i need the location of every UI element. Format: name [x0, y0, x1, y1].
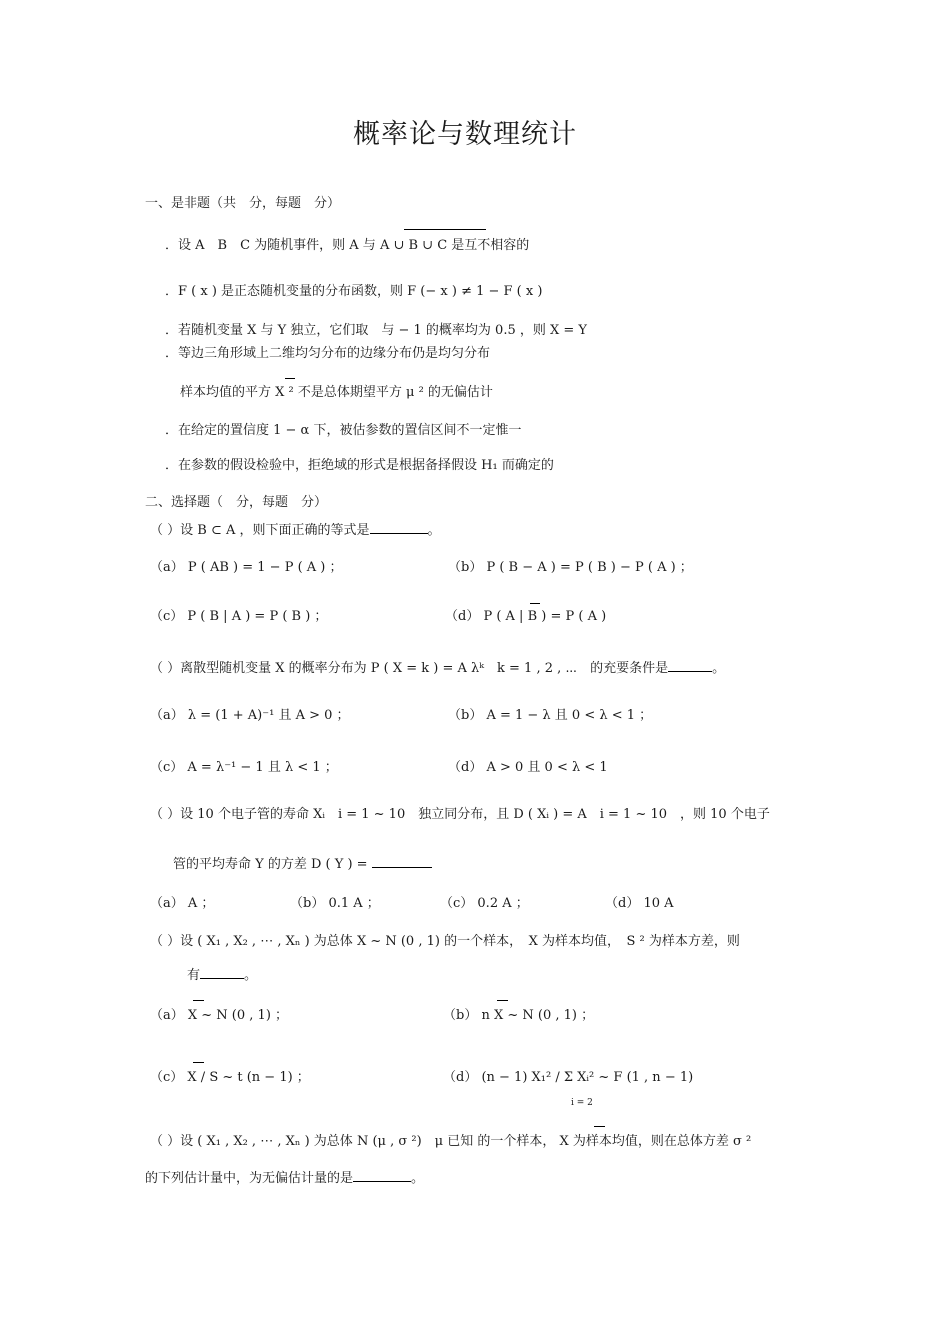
q2-option-c: （c） A = λ⁻¹ − 1 且 λ < 1 ；: [150, 760, 338, 775]
q3-option-d: （d） 10 A: [605, 896, 674, 911]
q5-stem-2: [145, 1169, 424, 1188]
q4-option-c: （c） X / S ~ t (n − 1) ；: [150, 1070, 310, 1085]
q4-stem-2-text: 有: [187, 968, 201, 983]
section-1-header: 一、是非题（共 分，每题 分）: [145, 196, 341, 211]
q4-stem: （ ）设 ( X₁ , X₂ , ⋯ , Xₙ ) 为总体 X ~ N (0 , 1) 的一个样本， X 为样本均值， S ² 为样本方差，则: [150, 934, 740, 949]
tf-item-7: ．在参数的假设检验中，拒绝域的形式是根据备择假设 H₁ 而确定的: [165, 458, 554, 473]
mean-overbar: [193, 1062, 204, 1063]
q1-option-b: （b） P ( B − A ) = P ( B ) − P ( A ) ；: [448, 560, 693, 575]
q2-option-b: （b） A = 1 − λ 且 0 < λ < 1 ；: [448, 708, 653, 723]
tf-item-5: 样本均值的平方 X ² 不是总体期望平方 μ ² 的无偏估计: [180, 385, 493, 400]
tf-item-2: ．F ( x ) 是正态随机变量的分布函数，则 F (− x ) ≠ 1 − F ( x ): [165, 284, 543, 299]
q1-end: 。: [427, 523, 441, 538]
sum-lower-limit: i = 2: [571, 1098, 593, 1108]
mean-overbar: [193, 1000, 204, 1001]
q1-option-c: （c） P ( B | A ) = P ( B ) ；: [150, 609, 328, 624]
tf-item-3: ．若随机变量 X 与 Y 独立，它们取 与 − 1 的概率均为 0.5 ，则 X = Y: [165, 323, 587, 338]
q2-stem-text: （ ）离散型随机变量 X 的概率分布为 P ( X = k ) = A λᵏ k = 1 , 2 , ⋯ 的充要条件是: [150, 661, 669, 676]
answer-blank: [668, 659, 712, 672]
q1-option-d: （d） P ( A | B ) = P ( A ): [445, 609, 607, 624]
q4-stem-2: [187, 966, 257, 985]
q3-stem-2: [173, 855, 432, 874]
q4-option-d: （d） (n − 1) X₁² / Σ Xᵢ² ~ F (1 , n − 1): [443, 1070, 694, 1085]
q1-option-a: （a） P ( AB ) = 1 − P ( A ) ；: [150, 560, 343, 575]
answer-blank: [353, 1169, 411, 1182]
q3-stem: （ ）设 10 个电子管的寿命 Xᵢ i = 1 ~ 10 独立同分布，且 D ( Xᵢ ) = A i = 1 ~ 10 ，则 10 个电子: [150, 807, 770, 822]
mean-overbar: [594, 1126, 605, 1127]
q1-stem-text: （ ）设 B ⊂ A ，则下面正确的等式是: [150, 523, 370, 538]
q5-stem: （ ）设 ( X₁ , X₂ , ⋯ , Xₙ ) 为总体 N (μ , σ ²) μ 已知 的一个样本， X 为样本均值，则在总体方差 σ ²: [150, 1134, 752, 1149]
q5-stem-2-text: 的下列估计量中，为无偏估计量的是: [145, 1171, 354, 1186]
tf-item-4: ．等边三角形域上二维均匀分布的边缘分布仍是均匀分布: [165, 346, 491, 361]
q4-end: 。: [244, 968, 258, 983]
complement-overbar: [404, 229, 486, 230]
page-title: 概率论与数理统计: [353, 119, 577, 150]
q5-end: 。: [411, 1171, 425, 1186]
q2-option-a: （a） λ = (1 + A)⁻¹ 且 A > 0 ；: [150, 708, 350, 723]
answer-blank: [372, 855, 432, 868]
tf-item-6: ．在给定的置信度 1 − α 下，被估参数的置信区间不一定惟一: [165, 423, 522, 438]
q2-stem: [150, 659, 725, 678]
q1-stem: [150, 521, 441, 540]
q3-option-c: （c） 0.2 A ；: [440, 896, 529, 911]
answer-blank: [370, 521, 428, 534]
q2-option-d: （d） A > 0 且 0 < λ < 1: [448, 760, 608, 775]
q4-option-a: （a） X ~ N (0 , 1) ；: [150, 1008, 289, 1023]
q3-option-a: （a） A ；: [150, 896, 215, 911]
section-2-header: 二、选择题（ 分，每题 分）: [145, 495, 328, 510]
tf-item-1: ．设 A B C 为随机事件，则 A 与 A ∪ B ∪ C 是互不相容的: [165, 238, 530, 253]
q4-option-b: （b） n X ~ N (0 , 1) ；: [443, 1008, 595, 1023]
b-complement-overbar: [530, 603, 540, 604]
mean-overbar: [285, 378, 295, 379]
q3-stem-2-text: 管的平均寿命 Y 的方差 D ( Y ) =: [173, 857, 368, 872]
q3-option-b: （b） 0.1 A ；: [290, 896, 380, 911]
answer-blank: [200, 966, 244, 979]
mean-overbar: [497, 1000, 508, 1001]
q2-end: 。: [712, 661, 726, 676]
